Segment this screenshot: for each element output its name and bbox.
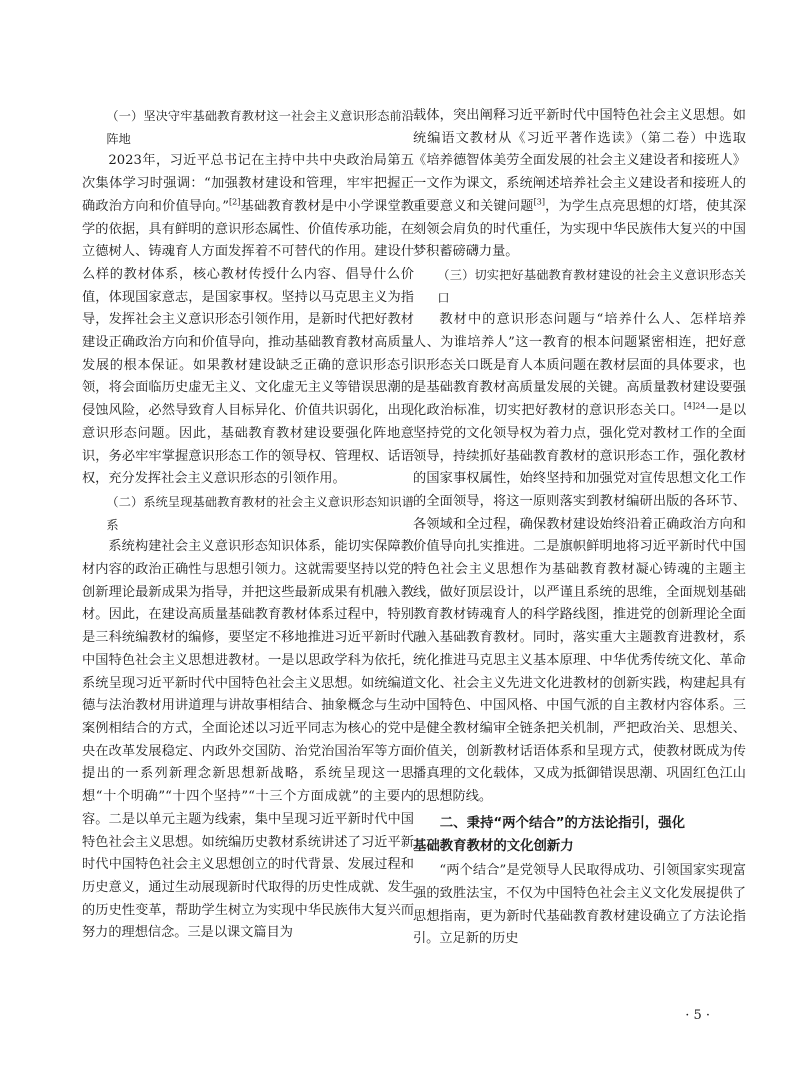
- paragraph: [413, 309, 746, 808]
- paragraph-text: 载体，突出阐释习近平新时代中国特色社会主义思想。如统编语文教材从《习近平著作选读》（第二卷）中选取《培养德智体美劳全面发展的社会主义建设者和接班人》一文作为课文，系统阐述培养社会主义建设者和接班人的重要意义和关键问题: [413, 108, 746, 214]
- paragraph-text: 一是以坚持党的文化领导权为着力点，强化党对教材工作的全面领导，持续抓好基础教育教材的意识形态工作，强化教材的国家事权属性，始终坚持和加强党对宣传思想文化工作的全面领导，将这一原则落实到教材编研出版的各环节、各领域和全过程，确保教材建设始终沿着正确政治方向和价值导向扎实推进。二是旗帜鲜明地将习近平新时代中国特色社会主义思想作为基础教育教材凝心铸魂的主题主线，做好顶层设计，以严谨且系统的思维，全面规划基础教育教材铸魂育人的科学路线图，推进党的创新理论全面融入基础教育教材。同时，落实重大主题教育进教材，系统化推进马克思主义基本原理、中华优秀传统文化、革命文化、社会主义先进文化进教材的创新实践，构建起具有中国特色、中国风格、中国气派的自主教材内容体系。三是健全教材编审全链条把关机制，严把政治关、思想关、价值关，创新教材话语体系和呈现方式，使教材既成为传播真理的文化载体，又成为抵御错误思潮、巩固红色江山的思想防线。: [413, 403, 747, 805]
- paragraph-text: 教材中的意识形态问题与“培养什么人、怎样培养人、为谁培养人”这一教育的根本问题紧密相连，把好意识形态关口既是育人本质问题在教材层面的具体要求，也是基础教育教材高质量发展的关键。高质量教材建设要强化政治标准，切实把好教材的意识形态关口。: [413, 312, 746, 419]
- citation-ref: [2]: [229, 197, 241, 207]
- paragraph-text: 基础教育教材是中小学课堂教学的依据，具有鲜明的意识形态属性、价值传承功能，在立德树人、铸魂育人方面发挥着不可替代的作用。建设什么样的教材体系，核心教材传授什么内容、倡导什么价值，体现国家意志，是国家事权。坚持以马克思主义为指导，发挥社会主义意识形态引领作用，是新时代把好教材建设正确政治方向和价值导向，推动基础教育教材高质量发展的根本保证。如果教材建设缺乏正确的意识形态引领，将会面临历史虚无主义、文化虚无主义等错误思潮的侵蚀风险，必然导致育人目标异化、价值共识弱化，出现意识形态问题。因此，基础教育教材建设要强化阵地意识，务必牢牢掌握意识形态工作的领导权、管理权、话语权，充分发挥社会主义意识形态的引领作用。: [82, 198, 414, 487]
- citation-ref: [4]24: [683, 401, 706, 411]
- paragraph: 系统构建社会主义意识形态知识体系，能切实保障教材内容的政治正确性与思想引领力。这就需要坚持以党的创新理论最新成果为指导，并把这些最新成果有机融入教材。因此，在建设高质量基础教育教材体系过程中，特别是三科统编教材的编修，要坚定不移地推进习近平新时代中国特色社会主义思想进教材。一是以思政学科为依托，系统呈现习近平新时代中国特色社会主义思想。如统编道德与法治教材用讲道理与讲故事相结合、抽象概念与生动案例相结合的方式，全面论述以习近平同志为核心的党中央在改革发展稳定、内政外交国防、治党治国治军等方面提出的一系列新理念新思想新战略，系统呈现这一思想“十个明确”“十四个坚持”“十三个方面成就”的主要内容。二是以单元主题为线索，集中呈现习近平新时代中国特色社会主义思想。如统编历史教材系统讲述了习近平新时代中国特色社会主义思想创立的时代背景、发展过程和历史意义，通过生动展现新时代取得的历史性成就、发生的历史性变革，帮助学生树立为实现中华民族伟大复兴而努力的理想信念。三是以课文篇目为: [82, 539, 414, 941]
- section-heading-1: （一）坚决守牢基础教育教材这一社会主义意识形态前沿阵地: [106, 109, 414, 146]
- major-heading: [413, 813, 746, 858]
- page-number: · 5 ·: [685, 1008, 710, 1023]
- right-column: [413, 105, 746, 951]
- citation-ref: [3]: [533, 197, 545, 207]
- left-column: [82, 105, 414, 945]
- section-heading-2: （二）系统呈现基础教育教材的社会主义意识形态知识谱系: [106, 494, 414, 532]
- major-heading-line-2: 基础教育教材的文化创新力: [413, 838, 574, 854]
- section-heading-3: （三）切实把好基础教育教材建设的社会主义意识形态关口: [437, 267, 746, 305]
- paragraph: [413, 105, 746, 264]
- paragraph-text: ，为学生点亮思想的灯塔，使其深刻领会肩负的时代重任，为实现中华民族伟大复兴的中国梦积蓄磅礴力量。: [413, 198, 747, 260]
- paragraph-text: 2023年，习近平总书记在主持中共中央政治局第五次集体学习时强调：“加强教材建设和管理，牢牢把握正确政治方向和价值导向。”: [82, 153, 414, 214]
- major-heading-line-1: 二、秉持“两个结合”的方法论指引，强化: [439, 815, 686, 831]
- paragraph: [82, 150, 414, 491]
- paragraph: “两个结合”是党领导人民取得成功、引领国家实现富强的致胜法宝，不仅为中国特色社会主义文化发展提供了思想指南，更为新时代基础教育教材建设确立了方法论指引。立足新的历史: [413, 863, 746, 947]
